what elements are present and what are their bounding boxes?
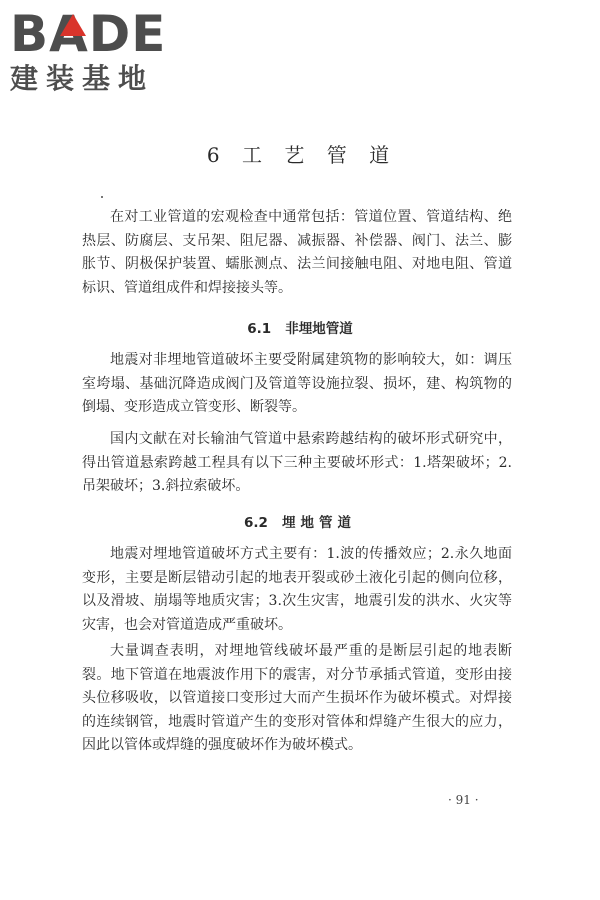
chapter-title-char: 管 — [326, 143, 351, 167]
section-1-paragraph: 地震对非埋地管道破坏主要受附属建筑物的影响较大，如：调压室垮塌、基础沉降造成阀门及管道等设施拉裂、损坏，建、构筑物的倒塌、变形造成立管变形、断裂等。 — [82, 352, 512, 415]
chapter-title-char: 艺 — [284, 143, 309, 167]
scan-speck — [101, 196, 103, 198]
section-2-paragraph: 大量调查表明，对埋地管线破坏最严重的是断层引起的地表断裂。地下管道在地震波作用下的震害，对分节承插式管道，变形由接头位移吸收，以管道接口变形过大而产生损坏作为破坏模式。对焊接的连续钢管，地震时管道产生的变形对管体和焊缝产生很大的应力，因此以管体或焊缝的强度破坏作为破坏模式。 — [82, 643, 512, 753]
section-title: 埋地管道 — [281, 515, 356, 531]
page-number: · 91 · — [448, 793, 479, 807]
logo-subtitle: 建装基地 — [10, 62, 155, 95]
logo-accent-triangle — [60, 14, 86, 36]
intro-paragraph: 在对工业管道的宏观检查中通常包括：管道位置、管道结构、绝热层、防腐层、支吊架、阻尼器、减振器、补偿器、阀门、法兰、膨胀节、阴极保护装置、蠕胀测点、法兰间接触电阻、对地电阻、管道标识、管道组成件和焊接接头等。 — [82, 209, 512, 296]
chapter-title-char: 道 — [369, 143, 394, 167]
section-number: 6.2 — [244, 515, 268, 531]
section-2-paragraph: 地震对埋地管道破坏方式主要有：1.波的传播效应；2.永久地面变形，主要是断层错动引起的地表开裂或砂土液化引起的侧向位移，以及滑坡、崩塌等地质灾害；3.次生灾害，地震引发的洪水、火灾等灾害，也会对管道造成严重破坏。 — [82, 546, 512, 633]
section-1-paragraph: 国内文献在对长输油气管道中悬索跨越结构的破坏形式研究中，得出管道悬索跨越工程具有以下三种主要破坏形式：1.塔架破坏；2.吊架破坏；3.斜拉索破坏。 — [82, 431, 512, 494]
chapter-title-char: 工 — [242, 143, 266, 167]
logo-wordmark: BADE — [10, 5, 167, 63]
section-heading-6-2 — [0, 513, 600, 533]
chapter-title — [0, 141, 600, 169]
section-title: 非埋地管道 — [285, 321, 353, 337]
section-number: 6.1 — [247, 321, 272, 337]
section-heading-6-1 — [0, 319, 600, 339]
chapter-number: 6 — [206, 143, 224, 167]
brand-logo — [8, 4, 178, 96]
